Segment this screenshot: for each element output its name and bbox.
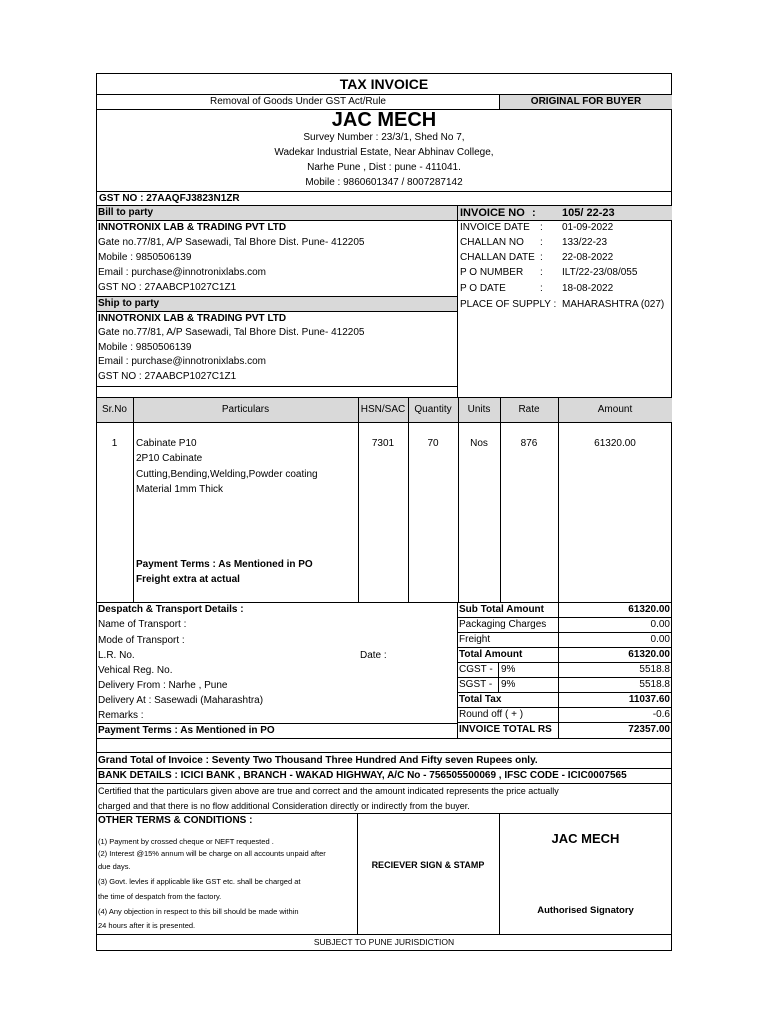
item-units: Nos (470, 438, 488, 449)
item-quantity: 70 (427, 438, 439, 449)
po-number-sep: : (540, 267, 543, 278)
company-mobile: Mobile : 9860601347 / 8007287142 (305, 177, 463, 188)
challan-no-sep: : (540, 237, 543, 248)
po-date-sep: : (540, 283, 543, 294)
item-hsn: 7301 (371, 438, 395, 449)
invoice-date-value: 01-09-2022 (562, 222, 614, 233)
invoice-no-label: INVOICE NO (460, 207, 525, 219)
cgst-value: 5518.8 (639, 664, 670, 675)
certify-line-2: charged and that there is no flow additional Consideration directly or indirectly from the buyer. (98, 801, 470, 811)
company-address-line-3: Narhe Pune , Dist : pune - 411041. (307, 162, 461, 173)
invoice-subtitle: Removal of Goods Under GST Act/Rule (209, 96, 386, 107)
grand-total-words: Grand Total of Invoice : Seventy Two Thousand Three Hundred And Fifty seven Rupees only. (98, 755, 538, 766)
round-off-value: -0.6 (652, 709, 670, 720)
challan-date-value: 22-08-2022 (562, 252, 614, 263)
ship-to-name: INNOTRONIX LAB & TRADING PVT LTD (98, 313, 287, 324)
item-particulars-line-4: Material 1mm Thick (136, 484, 224, 495)
col-header-quantity: Quantity (414, 404, 452, 415)
signature-company-name: JAC MECH (551, 831, 620, 846)
col-header-units: Units (467, 404, 491, 415)
bill-to-email: Email : purchase@innotronixlabs.com (98, 267, 267, 278)
copy-label: ORIGINAL FOR BUYER (530, 96, 642, 107)
invoice-total-label: INVOICE TOTAL RS (459, 724, 552, 735)
invoice-total-value: 72357.00 (628, 724, 670, 735)
invoice-no-sep: : (532, 207, 536, 219)
authorised-signatory: Authorised Signatory (537, 905, 634, 916)
term-2-cont: due days. (98, 862, 131, 871)
total-tax-label: Total Tax (459, 694, 502, 705)
company-address-line-2: Wadekar Industrial Estate, Near Abhinav College, (274, 147, 494, 158)
col-header-rate: Rate (518, 404, 540, 415)
challan-no-value: 133/22-23 (562, 237, 608, 248)
receiver-sign-label: RECIEVER SIGN & STAMP (371, 860, 485, 870)
freight-value: 0.00 (650, 634, 670, 645)
ship-to-heading: Ship to party (98, 298, 160, 309)
term-4: (4) Any objection in respect to this bill should be made within (98, 907, 299, 916)
lr-date-label: Date : (360, 650, 387, 661)
total-amount-value: 61320.00 (628, 649, 670, 660)
terms-heading: OTHER TERMS & CONDITIONS : (98, 815, 253, 826)
sgst-label: SGST - (459, 679, 493, 690)
packaging-label: Packaging Charges (459, 619, 547, 630)
item-rate: 876 (520, 438, 538, 449)
po-date-label: P O DATE (460, 283, 506, 294)
col-header-amount: Amount (597, 404, 633, 415)
ship-to-gst: GST NO : 27AABCP1027C1Z1 (98, 371, 237, 382)
despatch-payment-terms: Payment Terms : As Mentioned in PO (98, 725, 275, 736)
item-particulars-line-1: Cabinate P10 (136, 438, 197, 449)
total-tax-value: 11037.60 (628, 694, 670, 705)
packaging-value: 0.00 (650, 619, 670, 630)
po-date-value: 18-08-2022 (562, 283, 614, 294)
certify-line-1: Certified that the particulars given above are true and correct and the amount indicated represents the price actually (98, 786, 559, 796)
item-particulars-line-2: 2P10 Cabinate (136, 453, 203, 464)
challan-no-label: CHALLAN NO (460, 237, 524, 248)
ship-to-email: Email : purchase@innotronixlabs.com (98, 356, 267, 367)
term-4-cont: 24 hours after it is presented. (98, 921, 196, 930)
col-header-srno: Sr.No (101, 404, 127, 415)
term-3-cont: the time of despatch from the factory. (98, 892, 222, 901)
bill-to-name: INNOTRONIX LAB & TRADING PVT LTD (98, 222, 287, 233)
ship-to-address: Gate no.77/81, A/P Sasewadi, Tal Bhore Dist. Pune- 412205 (98, 327, 365, 338)
company-address-line-1: Survey Number : 23/3/1, Shed No 7, (303, 132, 465, 143)
cgst-label: CGST - (459, 664, 493, 675)
item-srno: 1 (111, 438, 118, 449)
po-number-value: ILT/22-23/08/055 (562, 267, 638, 278)
item-freight-note: Freight extra at actual (136, 574, 240, 585)
term-3: (3) Govt. levles if applicable like GST etc. shall be charged at (98, 877, 301, 886)
cgst-rate: 9% (501, 664, 516, 675)
freight-label: Freight (459, 634, 491, 645)
company-gst: GST NO : 27AAQFJ3823N1ZR (99, 193, 240, 204)
round-off-label: Round off ( + ) (459, 709, 524, 720)
bill-to-gst: GST NO : 27AABCP1027C1Z1 (98, 282, 237, 293)
invoice-no-value: 105/ 22-23 (562, 207, 615, 219)
bank-details: BANK DETAILS : ICICI BANK , BRANCH - WAKAD HIGHWAY, A/C No - 756505500069 , IFSC CODE - ICIC0007565 (98, 770, 627, 781)
item-particulars-line-3: Cutting,Bending,Welding,Powder coating (136, 469, 318, 480)
invoice-title: TAX INVOICE (339, 76, 429, 92)
invoice-date-label: INVOICE DATE (460, 222, 530, 233)
transport-name: Name of Transport : (98, 619, 187, 630)
challan-date-sep: : (540, 252, 543, 263)
col-header-hsn: HSN/SAC (360, 404, 406, 415)
despatch-heading: Despatch & Transport Details : (98, 604, 244, 615)
sub-total-value: 61320.00 (628, 604, 670, 615)
lr-no: L.R. No. (98, 650, 135, 661)
bill-to-address: Gate no.77/81, A/P Sasewadi, Tal Bhore Dist. Pune- 412205 (98, 237, 365, 248)
item-payment-terms: Payment Terms : As Mentioned in PO (136, 559, 313, 570)
bill-to-heading: Bill to party (98, 207, 154, 218)
delivery-at: Delivery At : Sasewadi (Maharashtra) (98, 695, 264, 706)
invoice-date-sep: : (540, 222, 543, 233)
place-of-supply-value: MAHARASHTRA (027) (562, 299, 665, 310)
jurisdiction-note: SUBJECT TO PUNE JURISDICTION (313, 937, 455, 947)
bill-to-mobile: Mobile : 9850506139 (98, 252, 192, 263)
sgst-rate: 9% (501, 679, 516, 690)
sub-total-label: Sub Total Amount (459, 604, 544, 615)
delivery-from: Delivery From : Narhe , Pune (98, 680, 228, 691)
remarks: Remarks : (98, 710, 144, 721)
company-name: JAC MECH (331, 109, 437, 131)
term-2: (2) Interest @15% annum will be charge on all accounts unpaid after (98, 849, 326, 858)
challan-date-label: CHALLAN DATE (460, 252, 535, 263)
vehicle-reg: Vehical Reg. No. (98, 665, 173, 676)
col-header-particulars: Particulars (221, 404, 270, 415)
transport-mode: Mode of Transport : (98, 635, 185, 646)
ship-to-mobile: Mobile : 9850506139 (98, 342, 192, 353)
item-amount: 61320.00 (594, 438, 636, 449)
total-amount-label: Total Amount (459, 649, 523, 660)
place-of-supply-label: PLACE OF SUPPLY : (460, 299, 557, 310)
po-number-label: P O NUMBER (460, 267, 524, 278)
term-1: (1) Payment by crossed cheque or NEFT requested . (98, 837, 274, 846)
sgst-value: 5518.8 (639, 679, 670, 690)
